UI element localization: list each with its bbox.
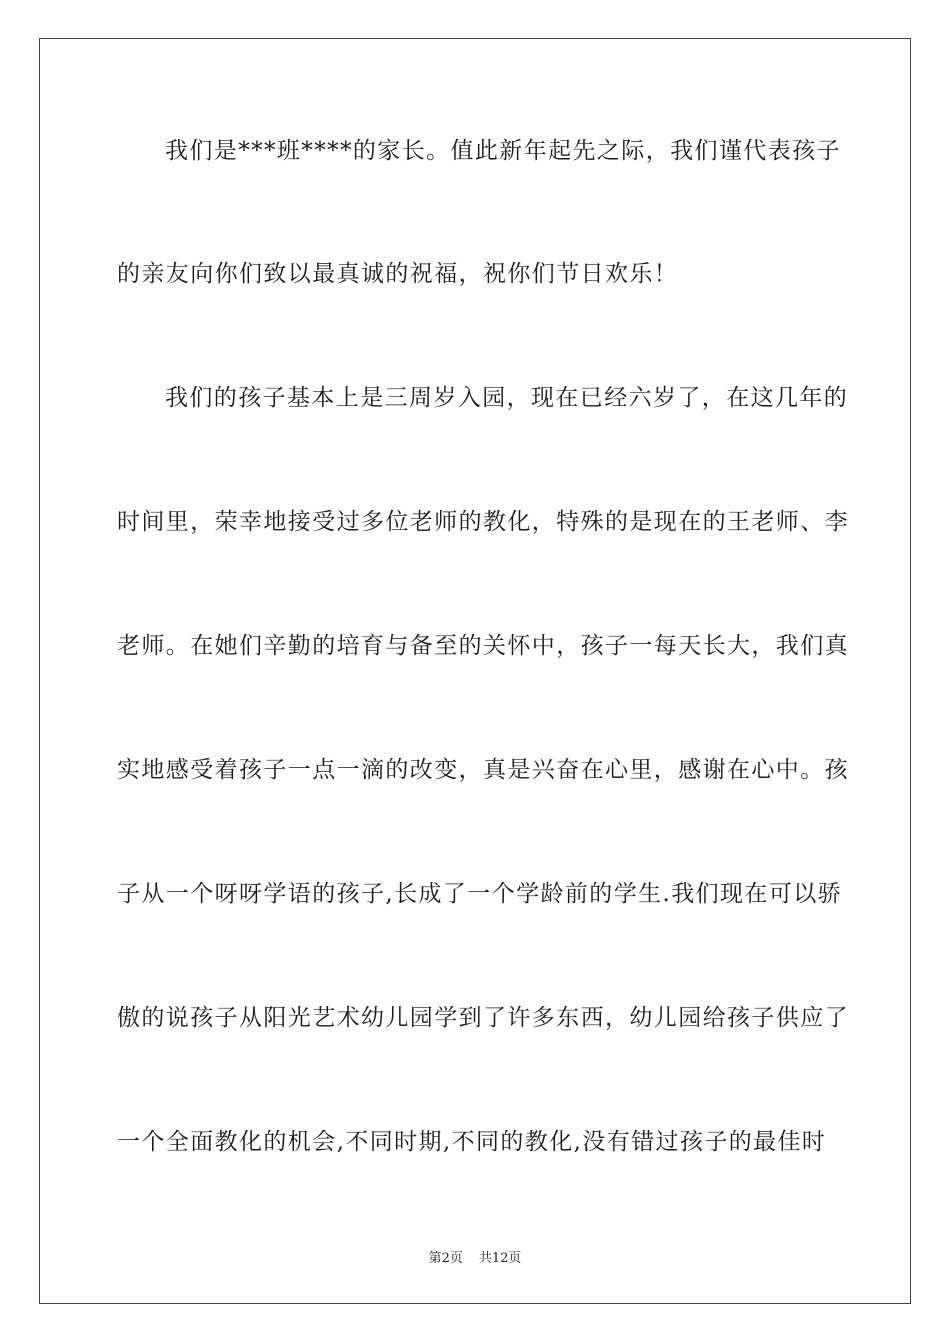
paragraph-line: 我们是***班****的家长。值此新年起先之际，我们谨代表孩子 [165,138,841,164]
page-total: 共12页 [478,1251,522,1266]
paragraph-line: 时间里，荣幸地接受过多位老师的教化，特殊的是现在的王老师、李 [117,509,849,535]
page-number: 第2页 [428,1251,463,1266]
paragraph-line: 我们的孩子基本上是三周岁入园，现在已经六岁了，在这几年的 [165,385,849,411]
page-footer [0,1247,950,1266]
paragraph-line: 实地感受着孩子一点一滴的改变，真是兴奋在心里，感谢在心中。孩 [117,757,849,783]
page-border [39,38,911,1304]
paragraph-line: 的亲友向你们致以最真诚的祝福，祝你们节日欢乐！ [117,261,679,287]
paragraph-line: 老师。在她们辛勤的培育与备至的关怀中，孩子一每天长大，我们真 [117,633,849,659]
paragraph-line: 子从一个呀呀学语的孩子,长成了一个学龄前的学生.我们现在可以骄 [117,881,843,907]
paragraph-line: 一个全面教化的机会,不同时期,不同的教化,没有错过孩子的最佳时 [117,1129,827,1155]
paragraph-line: 傲的说孩子从阳光艺术幼儿园学到了许多东西，幼儿园给孩子供应了 [117,1005,849,1031]
